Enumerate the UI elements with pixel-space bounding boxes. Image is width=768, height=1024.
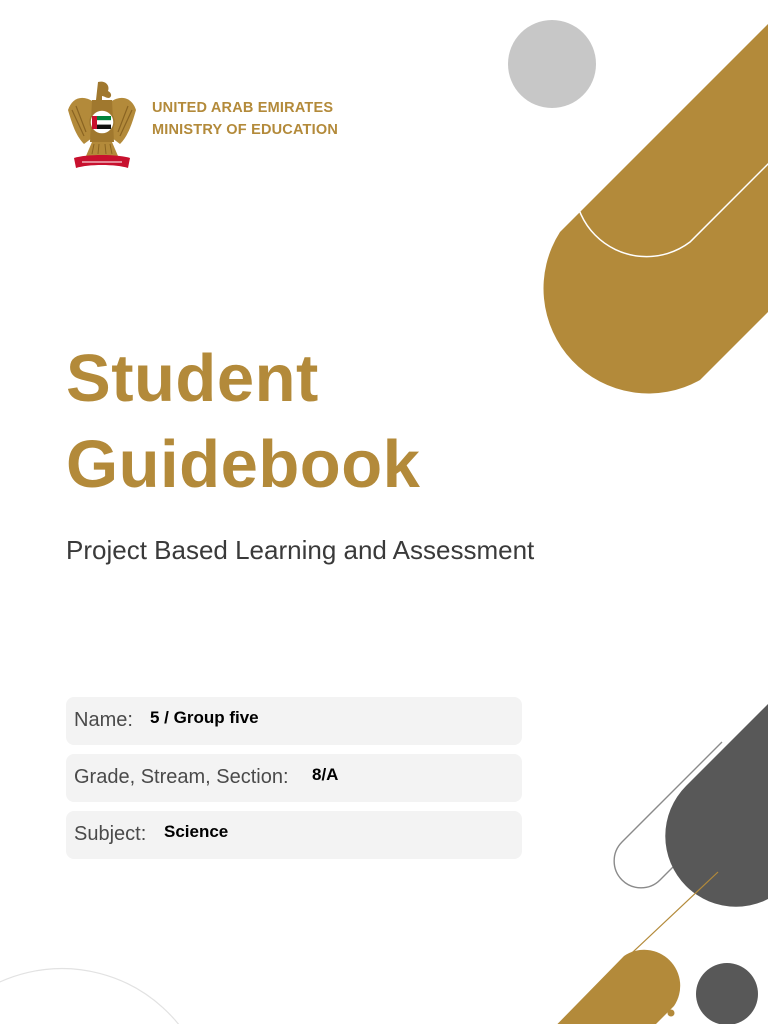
ministry-country: UNITED ARAB EMIRATES (152, 100, 334, 116)
subject-field-label: Subject: (74, 823, 147, 845)
gray-circle-shape (508, 20, 596, 108)
subject-field (66, 811, 522, 859)
grade-field (66, 754, 522, 802)
gold-dot-shape (668, 1010, 675, 1017)
grade-field-label: Grade, Stream, Section: (74, 766, 289, 788)
ministry-header (152, 97, 338, 141)
dark-gray-band-shape (665, 672, 768, 907)
faint-arc-shape (0, 969, 200, 1024)
title-line-1: Student (66, 341, 319, 416)
dark-gray-circle-shape (696, 963, 758, 1024)
name-field-label: Name: (74, 709, 133, 731)
gold-bottom-band-shape (532, 950, 680, 1024)
title-line-2: Guidebook (66, 427, 421, 502)
grade-field-value: 8/A (312, 765, 339, 784)
name-field-value: 5 / Group five (150, 708, 259, 727)
subject-field-value: Science (164, 822, 229, 841)
name-field (66, 697, 522, 745)
uae-emblem-icon (66, 80, 138, 172)
page-title (66, 336, 420, 508)
page-subtitle: Project Based Learning and Assessment (66, 535, 535, 565)
ministry-name: MINISTRY OF EDUCATION (152, 122, 338, 138)
